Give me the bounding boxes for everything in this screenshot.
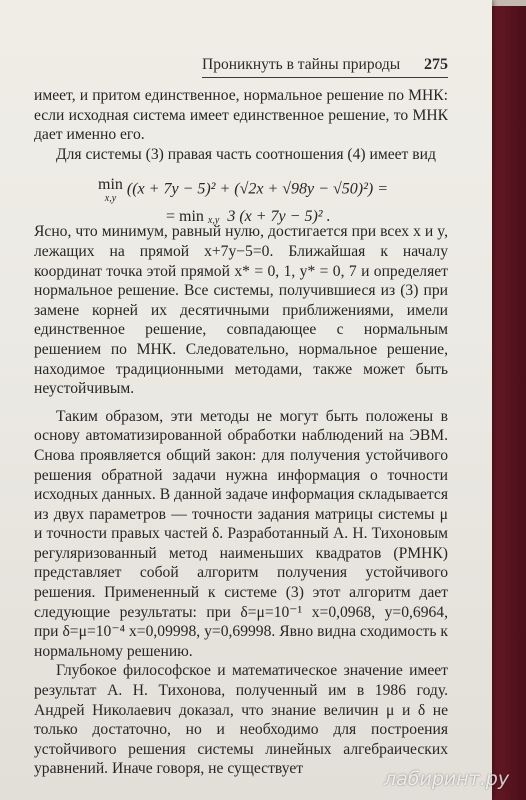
min-subscript-2: x,y bbox=[207, 215, 220, 226]
min-operator bbox=[98, 176, 123, 204]
paragraph-1: имеет, и притом единственное, нормальное решение по МНК: если исходная система имеет единственное решение, то МНК дает именно его. bbox=[34, 87, 448, 144]
formula-line-2 bbox=[166, 208, 486, 226]
formula-body-1: ((x + 7y − 5)² + (√2x + √98y − √50)²) = bbox=[126, 180, 388, 198]
formula-prefix-2: = min bbox=[166, 208, 204, 225]
min-subscript: x,y bbox=[104, 193, 117, 204]
formula-line-1 bbox=[98, 176, 418, 204]
page-number: 275 bbox=[424, 56, 448, 73]
paragraph-2: Для системы (3) правая часть соотношения (4) имеет вид bbox=[56, 145, 436, 163]
paragraph-5: Глубокое философское и математическое значение имеет результат А. Н. Тихонова, полученный им в 1986 году. Андрей Николаевич доказал, что знание величин μ и δ не только достаточно, но и необходимо для построения устойчивого решения системы линейных алгебраических уравнений. Иначе говоря, не существует bbox=[34, 662, 448, 778]
paragraph-4: Таким образом, эти методы не могут быть положены в основу автоматизированной обработки наблюдений на ЭВМ. Снова проявляется общий закон: для получения устойчивого решения обратной задачи нужна информация о точности исходных данных. В данной задаче информация складывается из двух параметров — точности задания матрицы системы μ и точности правых частей δ. Разработанный А. Н. Тихоновым регуляризованный метод наименьших квадратов (РМНК) представляет собой алгоритм получения устойчивого решения. Примененный к системе (3) этот алгоритм дает следующие результаты: при δ=μ=10⁻¹ x=0,0968, y=0,6964, при δ=μ=10⁻⁴ x=0,09998, y=0,69998. Явно видна сходимость к нормальному решению. bbox=[34, 407, 448, 660]
running-header bbox=[202, 56, 448, 78]
watermark-logo: лабиринт.ру bbox=[384, 768, 510, 790]
min-label: min bbox=[98, 176, 123, 193]
paragraph-3: Ясно, что минимум, равный нулю, достигается при всех x и y, лежащих на прямой x+7y−5=0. Ближайшая к началу координат точка этой прямой x* = 0, 1, y* = 0, 7 и определяет нормальное решение. Все системы, получившиеся из (3) при замене корней их десятичными приближениями, имели единственное решение, совпадающее с нормальным решением по МНК. Следовательно, нормальное решение, находимое традиционными методами, также может быть неустойчивым. bbox=[34, 223, 448, 398]
running-title: Проникнуть в тайны природы bbox=[202, 56, 401, 73]
formula-body-2: 3 (x + 7y − 5)² . bbox=[227, 208, 331, 225]
